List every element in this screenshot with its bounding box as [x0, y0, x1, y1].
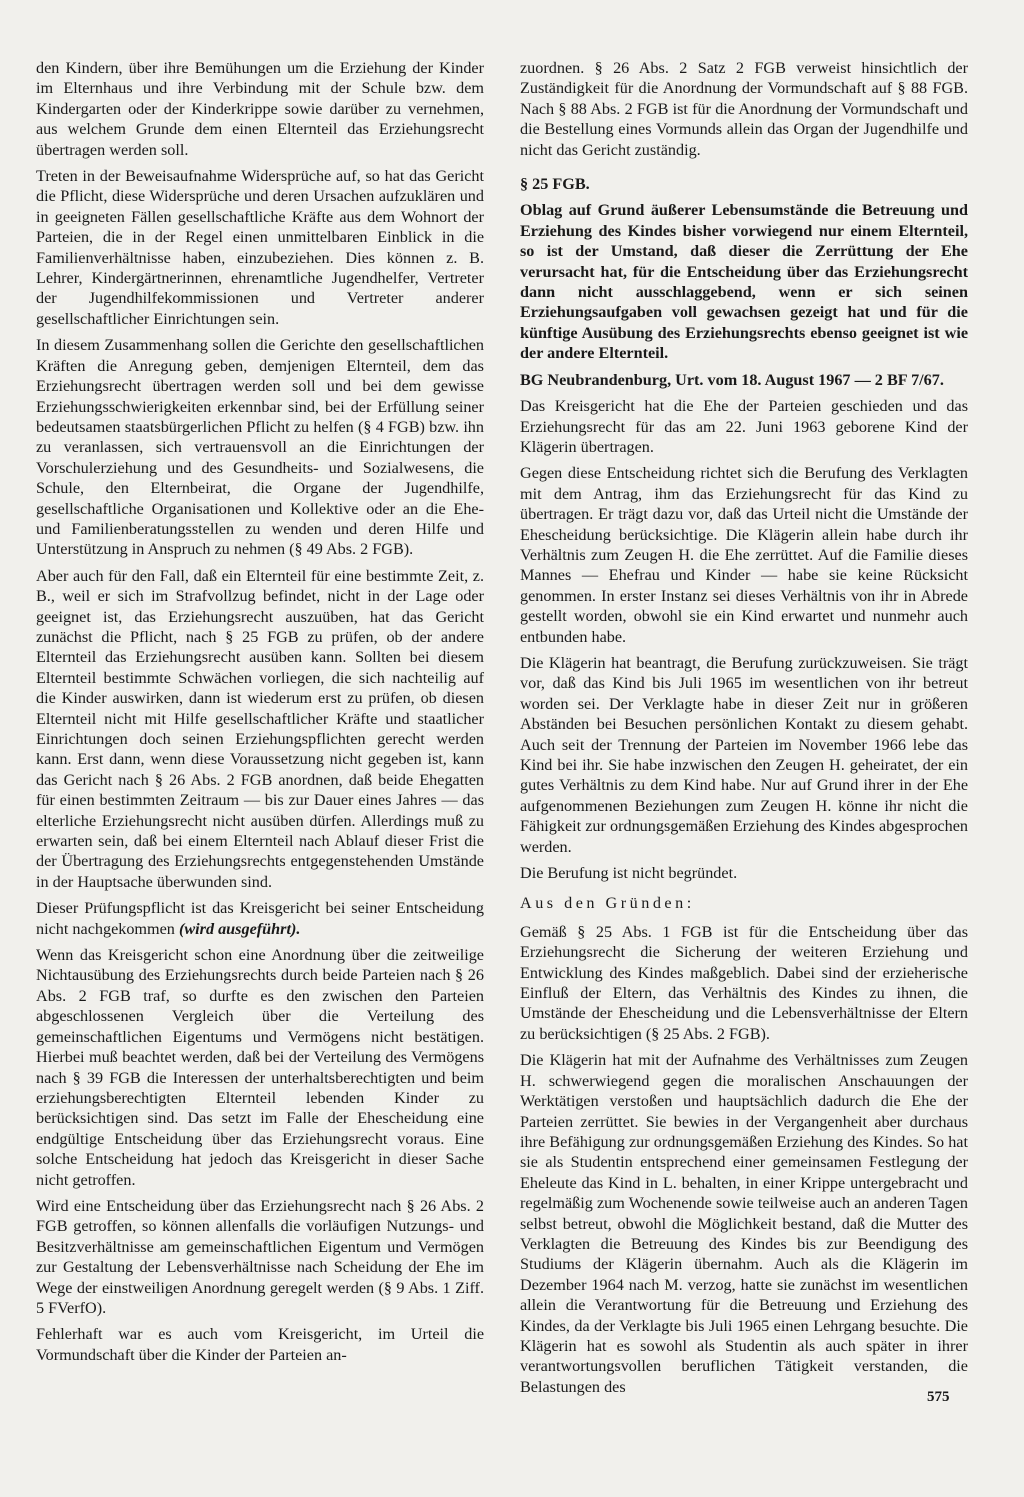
paragraph	[36, 898, 484, 939]
paragraph: Die Berufung ist nicht begründet.	[520, 864, 738, 883]
paragraph: Wenn das Kreisgericht schon eine Anordnung über die zeitweilige Nichtausübung des Erziehungsrechts durch beide Parteien nach § 26 Abs. 2 FGB traf, so durfte es den zwischen den Parteien abgeschlossenen Vergleich über die Verteilung des gemeinschaftlichen Eigentums und Vermögens nicht bestätigen. Hierbei muß beachtet werden, daß bei der Verteilung des Vermögens nach § 39 FGB die Interessen der unterhaltsberechtigten und beim erziehungsberechtigten Elternteil lebenden Kinder zu berücksichtigen sind. Das setzt im Falle der Ehescheidung eine endgültige Entscheidung über das Erziehungsrecht voraus. Eine solche Entscheidung hat jedoch das Kreisgericht in dieser Sache nicht getroffen.	[36, 946, 484, 1189]
paragraph: Fehlerhaft war es auch vom Kreisgericht, im Urteil die Vormundschaft über die Kinder der Parteien an-	[36, 1325, 484, 1364]
case-citation: BG Neubrandenburg, Urt. vom 18. August 1967 — 2 BF 7/67.	[520, 370, 944, 389]
paragraph: Treten in der Beweisaufnahme Widersprüche auf, so hat das Gericht die Pflicht, diese Widersprüche und deren Ursachen aufzuklären und in geeigneten Fällen gesellschaftliche Kräfte aus dem Wohnort der Parteien, die in der Regel einen unmittelbaren Einblick in die Familienverhältnisse haben, einzubeziehen. Dies können z. B. Lehrer, Kindergärtnerinnen, ehrenamtliche Jugendhelfer, Vertreter der Jugendhilfekommissionen und Vertreter anderer gesellschaftlicher Einrichtungen sein.	[36, 167, 484, 328]
paragraph-text: Dieser Prüfungspflicht ist das Kreisgericht bei seiner Entscheidung nicht nachgekommen	[36, 899, 484, 938]
omission-note: (wird ausgeführt).	[178, 919, 301, 938]
paragraph: Wird eine Entscheidung über das Erziehungsrecht nach § 26 Abs. 2 FGB getroffen, so können allenfalls die vorläufigen Nutzungs- und Besitzverhältnisse am gemeinschaftlichen Eigentum und Vermögen zur Gestaltung der Lebensverhältnisse nach Scheidung der Ehe im Wege der einstweiligen Anordnung geregelt werden (§ 9 Abs. 1 Ziff. 5 FVerfO).	[36, 1196, 484, 1317]
page-number: 575	[927, 1389, 950, 1405]
paragraph: Das Kreisgericht hat die Ehe der Parteien geschieden und das Erziehungsrecht für das am 22. Juni 1963 geborene Kind der Klägerin übertragen.	[520, 397, 968, 456]
paragraph: zuordnen. § 26 Abs. 2 Satz 2 FGB verweist hinsichtlich der Zuständigkeit für die Anordnung der Vormundschaft auf § 88 FGB. Nach § 88 Abs. 2 FGB ist für die Anordnung der Vormundschaft und die Bestellung eines Vormunds allein das Organ der Jugendhilfe und nicht das Gericht zuständig.	[520, 59, 968, 159]
right-column	[520, 58, 968, 1397]
headnote: Oblag auf Grund äußerer Lebensumstände die Betreuung und Erziehung des Kindes bisher vorwiegend nur einem Elternteil, so ist der Umstand, daß dieser die Zerrüttung der Ehe verursacht hat, für die Entscheidung über das Erziehungsrecht dann nicht ausschlaggebend, wenn er sich seinen Erziehungsaufgaben voll gewachsen gezeigt hat und für die künftige Ausübung des Erziehungsrechts ebenso geeignet ist wie der andere Elternteil.	[520, 201, 968, 363]
paragraph: In diesem Zusammenhang sollen die Gerichte den gesellschaftlichen Kräften die Anregung geben, demjenigen Elternteil, dem das Erziehungsrecht übertragen werden soll und bei dem gewisse Erziehungsschwierigkeiten erkennbar sind, bei der Erfüllung seiner bedeutsamen staatsbürgerlichen Pflicht zu helfen (§ 4 FGB) bzw. ihn zu veranlassen, sich vertrauensvoll an die Einrichtungen der Vorschulerziehung und des Gesundheits- und Sozialwesens, die Schule, den Elternbeirat, die Organe der Jugendhilfe, gesellschaftliche Organisationen und Kollektive oder an die Ehe- und Familienberatungsstellen zu wenden und deren Hilfe und Unterstützung in Anspruch zu nehmen (§ 49 Abs. 2 FGB).	[36, 336, 484, 559]
paragraph: Die Klägerin hat beantragt, die Berufung zurückzuweisen. Sie trägt vor, daß das Kind bis Juli 1965 im wesentlichen von ihr betreut worden sei. Der Verklagte habe in dieser Zeit nur in größeren Abständen bei Besuchen persönlichen Kontakt zu diesem gehabt. Auch seit der Trennung der Parteien im November 1966 lebe das Kind bei ihr. Sie habe inzwischen den Zeugen H. geheiratet, der ein gutes Verhältnis zu dem Kind habe. Nur auf Grund ihrer in der Ehe aufgenommenen Beziehungen zum Zeugen H. könne ihr nicht die Fähigkeit zur ordnungsgemäßen Erziehung des Kindes abgesprochen werden.	[520, 653, 968, 856]
paragraph: Aber auch für den Fall, daß ein Elternteil für eine bestimmte Zeit, z. B., weil er sich im Strafvollzug befindet, nicht in der Lage oder geeignet ist, das Erziehungsrecht auszuüben, hat das Gericht zunächst die Pflicht, nach § 25 FGB zu prüfen, ob der andere Elternteil das Erziehungsrecht ausüben kann. Sollten bei diesem Elternteil bestimmte Schwächen vorliegen, die sich nachteilig auf die Kinder auswirken, dann ist wiederum erst zu prüfen, ob diesen Elternteil nicht mit Hilfe gesellschaftlicher Kräfte und staatlicher Einrichtungen doch seinen Erziehungspflichten gerecht werden kann. Erst dann, wenn diese Voraussetzung nicht gegeben ist, kann das Gericht nach § 26 Abs. 2 FGB anordnen, daß beide Ehegatten für einen bestimmten Zeitraum — bis zur Dauer eines Jahres — das elterliche Erziehungsrecht nicht ausüben dürfen. Allerdings muß zu erwarten sein, daß bei einem Elternteil nach Ablauf dieser Frist die der Übertragung des Erziehungsrechts entgegenstehenden Umstände in der Hauptsache überwunden sind.	[36, 566, 484, 891]
paragraph: den Kindern, über ihre Bemühungen um die Erziehung der Kinder im Elternhaus und ihre Verbindung mit der Schule bzw. dem Kindergarten oder der Kinderkrippe sowie darüber zu vernehmen, aus welchem Grunde dem einen Elternteil das Erziehungsrecht übertragen werden soll.	[36, 59, 484, 159]
section-heading: § 25 FGB.	[520, 175, 590, 194]
grounds-heading: Aus den Gründen:	[520, 894, 695, 913]
paragraph: Die Klägerin hat mit der Aufnahme des Verhältnisses zum Zeugen H. schwerwiegend gegen die moralischen Anschauungen der Werktätigen verstoßen und hauptsächlich dadurch die Ehe der Parteien zerrüttet. Sie bewies in der Vergangenheit aber durchaus ihre Befähigung zur ordnungsgemäßen Erziehung des Kindes. So hat sie als Studentin entsprechend einer gemeinsamen Festlegung der Eheleute das Kind in L. behalten, in einer Krippe untergebracht und regelmäßig zum Wochenende sowie teilweise auch an anderen Tagen selbst betreut, obwohl die Möglichkeit bestand, daß die Mutter des Verklagten die Betreuung des Kindes bis zur Beendigung des Studiums der Klägerin übernahm. Auch als die Klägerin im Dezember 1964 nach M. verzog, hatte sie zunächst im wesentlichen allein die Verantwortung für die Betreuung und Erziehung des Kindes, da der Verklagte bis Juli 1965 einen Lehrgang besuchte. Die Klägerin hat es sowohl als Studentin als auch später in ihrer verantwortungsvollen beruflichen Tätigkeit verstanden, die Belastungen des	[520, 1051, 968, 1396]
paragraph: Gegen diese Entscheidung richtet sich die Berufung des Verklagten mit dem Antrag, ihm das Erziehungsrecht für das Kind zu übertragen. Er trägt dazu vor, daß das Urteil nicht die Umstände der Ehescheidung berücksichtige. Die Klägerin allein habe durch ihr Verhältnis zum Zeugen H. die Ehe zerrüttet. Auf die Familie dieses Mannes — Ehefrau und Kinder — habe sie keine Rücksicht genommen. In erster Instanz sei dieses Verhältnis von ihr in Abrede gestellt worden, obwohl sie ein Kind erwartet und nunmehr auch entbunden habe.	[520, 464, 968, 646]
paragraph: Gemäß § 25 Abs. 1 FGB ist für die Entscheidung über das Erziehungsrecht die Sicherung der weiteren Erziehung und Entwicklung des Kindes maßgeblich. Dabei sind der erzieherische Einfluß der Eltern, das Verhältnis des Kindes zu ihnen, die Umstände der Ehescheidung und die Lebensverhältnisse der Eltern zu berücksichtigen (§ 25 Abs. 2 FGB).	[520, 922, 968, 1043]
left-column	[36, 58, 484, 1365]
